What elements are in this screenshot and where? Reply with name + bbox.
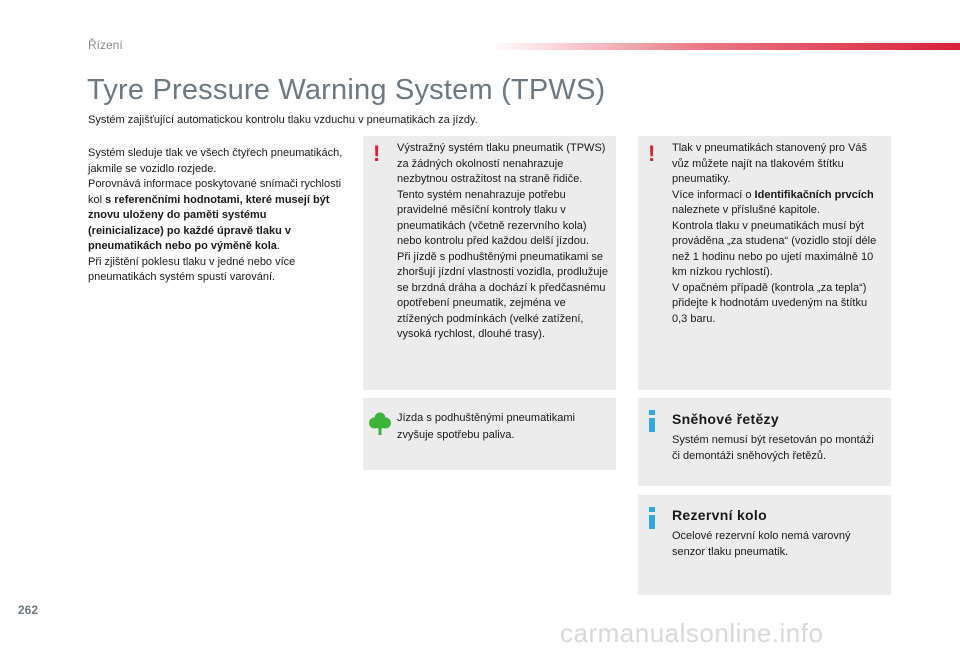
- header-accent-bar: [490, 43, 960, 50]
- info-icon: [649, 410, 655, 432]
- paragraph: Porovnává informace poskytované snímači rychlosti kol s referenčními hodnotami, které musejí být znovu uloženy do paměti systému (reinicializace) po každé úpravě tlaku v pneumatikách nebo po výměně kola.: [88, 178, 342, 252]
- intro-text: Systém zajišťující automatickou kontrolu tlaku vzduchu v pneumatikách za jízdy.: [88, 114, 478, 126]
- warning-text: [397, 141, 609, 343]
- warning-text: [672, 141, 884, 327]
- exclamation-icon: !: [648, 141, 656, 166]
- eco-text: Jízda s podhuštěnými pneumatikami zvyšuje spotřebu paliva.: [397, 412, 575, 441]
- paragraph: Systém sleduje tlak ve všech čtyřech pneumatikách, jakmile se vozidlo rozjede.: [88, 147, 343, 175]
- snow-chains-heading: Sněhové řetězy: [672, 411, 779, 427]
- page-title: Tyre Pressure Warning System (TPWS): [87, 74, 606, 106]
- spare-wheel-heading: Rezervní kolo: [672, 507, 767, 523]
- eco-tree-icon: [369, 412, 391, 436]
- paragraph: Tento systém nenahrazuje potřebu pravidelné měsíční kontroly tlaku v pneumatikách (včetně rezervního kola) nebo kontrolu před každou delší jízdou.: [397, 188, 590, 247]
- spare-wheel-text: Ocelové rezervní kolo nemá varovný senzor tlaku pneumatik.: [672, 530, 851, 558]
- paragraph: Při jízdě s podhuštěnými pneumatikami se zhoršují jízdní vlastnosti vozidla, prodlužuje se brzdná dráha a dochází k předčasnému opotřebení pneumatik, zejména ve ztížených podmínkách (velké zatížení, vysoká rychlost, dlouhé trasy).: [397, 250, 608, 340]
- snow-chains-text: Systém nemusí být resetován po montáži či demontáži sněhových řetězů.: [672, 434, 874, 462]
- section-label: Řízení: [88, 38, 123, 52]
- info-icon: [649, 507, 655, 529]
- main-description: [88, 146, 343, 286]
- paragraph: Výstražný systém tlaku pneumatik (TPWS) za žádných okolností nenahrazuje nezbytnou ostražitost na straně řidiče.: [397, 142, 606, 185]
- page-number: 262: [18, 603, 39, 617]
- exclamation-icon: !: [373, 141, 381, 166]
- paragraph: Při zjištění poklesu tlaku v jedné nebo více pneumatikách systém spustí varování.: [88, 255, 296, 283]
- watermark: carmanualsonline.info: [560, 618, 824, 648]
- paragraph: V opačném případě (kontrola „za tepla“) přidejte k hodnotám uvedeným na štítku 0,3 baru.: [672, 281, 868, 325]
- emphasis-text: Identifikačních prvcích: [754, 188, 874, 201]
- paragraph: Více informací o Identifikačních prvcích naleznete v příslušné kapitole.: [672, 188, 874, 216]
- paragraph: Kontrola tlaku v pneumatikách musí být prováděna „za studena“ (vozidlo stojí déle než 1 hodinu nebo po ujetí maximálně 10 km nízkou rychlostí).: [672, 219, 877, 278]
- paragraph: Tlak v pneumatikách stanovený pro Váš vůz můžete najít na tlakovém štítku pneumatiky.: [672, 142, 868, 185]
- emphasis-text: s referenčními hodnotami, které musejí být znovu uloženy do paměti systému (reinicializace) po každé úpravě tlaku v pneumatikách nebo po výměně kola: [88, 193, 330, 252]
